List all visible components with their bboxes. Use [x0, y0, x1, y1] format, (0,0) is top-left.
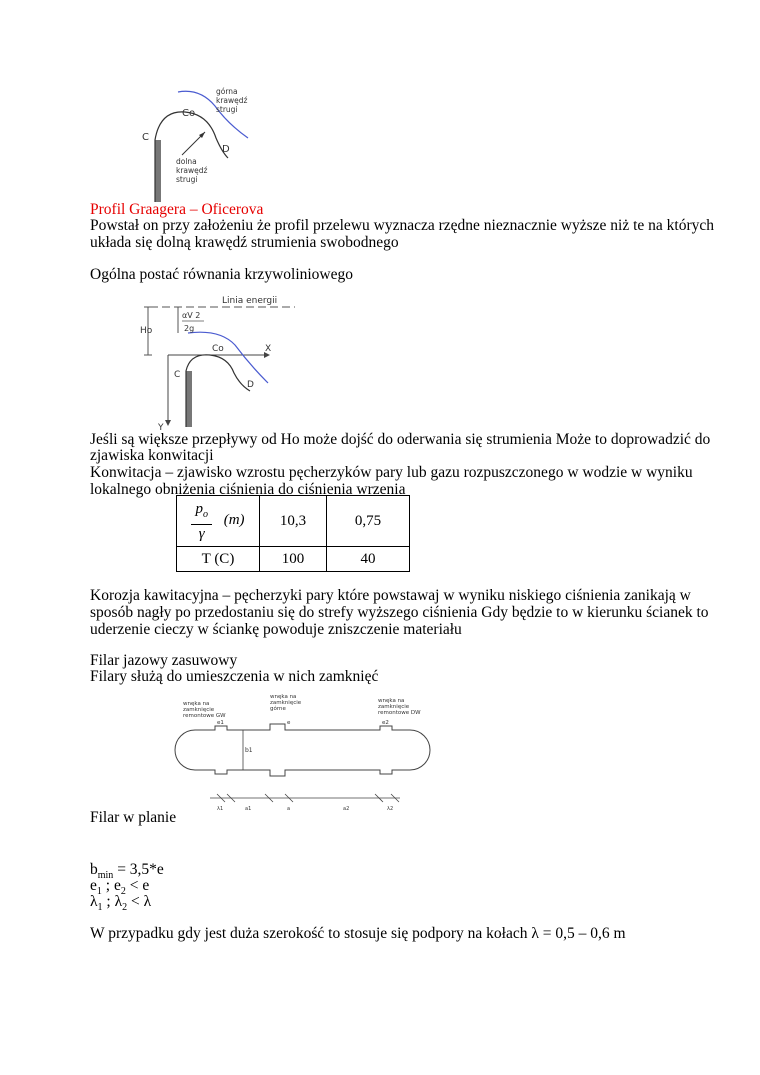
- label-niche-left-3: remontowe GW: [183, 713, 226, 719]
- formula-e: $e_1$ ; $e_2 < e$: [90, 877, 150, 898]
- table-cell-pressure-label: [177, 496, 260, 547]
- paragraph-line: Konwitacja – zjawisko wzrostu pęcherzyków pary lub gazu rozpuszczonego w wodzie w wyniku: [90, 464, 693, 481]
- table-row: [177, 547, 410, 572]
- svg-text:dolna: [176, 157, 197, 166]
- paragraph-line: Filar jazowy zasuwowy: [90, 652, 238, 669]
- table-cell: 0,75: [327, 496, 410, 547]
- label-upper-edge-3: strugi: [216, 105, 238, 114]
- paragraph-line: Korozja kawitacyjna – pęcherzyki pary które powstawaj w wyniku niskiego ciśnienia zanikają w: [90, 587, 691, 604]
- upper-jet-line: [188, 332, 268, 383]
- pier-plan-diagram: [165, 690, 440, 820]
- label-niche-right-1: wnęka na: [378, 698, 405, 704]
- label-upper-edge-1: górna: [216, 87, 238, 96]
- pier-outline: [175, 724, 430, 776]
- label-niche-mid-2: zamknięcie: [270, 700, 302, 706]
- profile-diagram: [120, 80, 290, 205]
- label-C: C: [174, 370, 181, 380]
- paragraph-line: uderzenie cieczy w ściankę powoduje zniszczenie materiału: [90, 621, 462, 638]
- svg-text:krawędź: [216, 96, 248, 105]
- label-X: X: [265, 344, 272, 354]
- formula-bmin: $b_{min} = 3,5*e$: [90, 861, 164, 882]
- label-Y: Y: [158, 423, 164, 433]
- svg-text:górna: [216, 87, 238, 96]
- svg-text:strugi: [216, 105, 238, 114]
- heading-equation: Ogólna postać równania krzywoliniowego: [90, 266, 354, 283]
- table-cell-temperature-label: T (C): [177, 547, 260, 572]
- label-D: D: [222, 144, 230, 155]
- label-niche-mid-3: górne: [270, 706, 286, 712]
- label-energy-line: Linia energii: [222, 296, 278, 306]
- label-niche-right-3: remontowe DW: [378, 710, 421, 716]
- label-formula-bottom: 2g: [184, 324, 195, 333]
- weir-crest-line: [186, 355, 250, 427]
- table-cell: 100: [260, 547, 327, 572]
- label-Ho: Ho: [140, 326, 153, 336]
- label-niche-right-2: zamknięcie: [378, 704, 410, 710]
- paragraph-line: sposób nagły po przedostaniu się do strefy wyższego ciśnienia Gdy będzie to w kierunku ścianek to: [90, 604, 709, 621]
- dim-label: λ2: [387, 806, 394, 812]
- label-lower-edge-1: dolna: [176, 157, 197, 166]
- weir-wall-hatch: [155, 140, 161, 202]
- formula-lambda: $\lambda_1$ ; $\lambda_2 < \lambda$: [90, 893, 152, 914]
- label-b1: b1: [245, 747, 253, 754]
- heading-profile: Profil Graagera – Oficerova: [90, 201, 264, 218]
- label-niche-mid-1: wnęka na: [270, 694, 297, 700]
- label-D: D: [247, 380, 254, 390]
- label-Co: Co: [212, 344, 224, 354]
- table-cell: 40: [327, 547, 410, 572]
- label-lower-edge-2: krawędź: [176, 166, 208, 175]
- label-niche-left-2: zamknięcie: [183, 707, 215, 713]
- paragraph-line: Powstał on przy założeniu że profil przelewu wyznacza rzędne nieznacznie wyższe niż te na których: [90, 217, 715, 234]
- table-cell: 10,3: [260, 496, 327, 547]
- paragraph-line: lokalnego obniżenia ciśnienia do ciśnienia wrzenia: [90, 481, 406, 498]
- svg-text:krawędź: [176, 166, 208, 175]
- label-C: C: [142, 132, 149, 143]
- label-formula-top: αV 2: [182, 311, 201, 320]
- label-Co: Co: [182, 108, 196, 119]
- pressure-temperature-table: [176, 495, 410, 572]
- label-upper-edge-2: krawędź: [216, 96, 248, 105]
- table-row: [177, 496, 410, 547]
- dim-label: λ1: [217, 806, 224, 812]
- dim-label: a1: [245, 806, 252, 812]
- label-e: e: [287, 720, 291, 726]
- weir-wall-hatch: [186, 371, 192, 427]
- fraction-p-over-gamma: $\frac{p_o}{\gamma}$: [191, 500, 212, 543]
- paragraph-line: Filary służą do umieszczenia w nich zamknięć: [90, 668, 379, 685]
- paragraph-line: układa się dolną krawędź strumienia swobodnego: [90, 234, 399, 251]
- paragraph-line: Jeśli są większe przepływy od Ho może dojść do oderwania się strumienia Może to doprowadzić do: [90, 431, 711, 448]
- diagram-caption: Filar w planie: [90, 809, 177, 826]
- svg-text:strugi: [176, 175, 198, 184]
- label-e1: e1: [217, 720, 224, 726]
- label-e2: e2: [382, 720, 389, 726]
- unit-label: (m): [223, 512, 245, 529]
- label-lower-edge-3: strugi: [176, 175, 198, 184]
- equation-diagram: [140, 293, 300, 433]
- paragraph-line: W przypadku gdy jest duża szerokość to stosuje się podpory na kołach λ = 0,5 – 0,6 m: [90, 925, 626, 942]
- label-niche-left-1: wnęka na: [183, 701, 210, 707]
- dim-label: a2: [343, 806, 350, 812]
- dim-label: a: [287, 806, 291, 812]
- paragraph-line: zjawiska konwitacji: [90, 447, 214, 464]
- y-axis-arrow-icon: [165, 420, 171, 426]
